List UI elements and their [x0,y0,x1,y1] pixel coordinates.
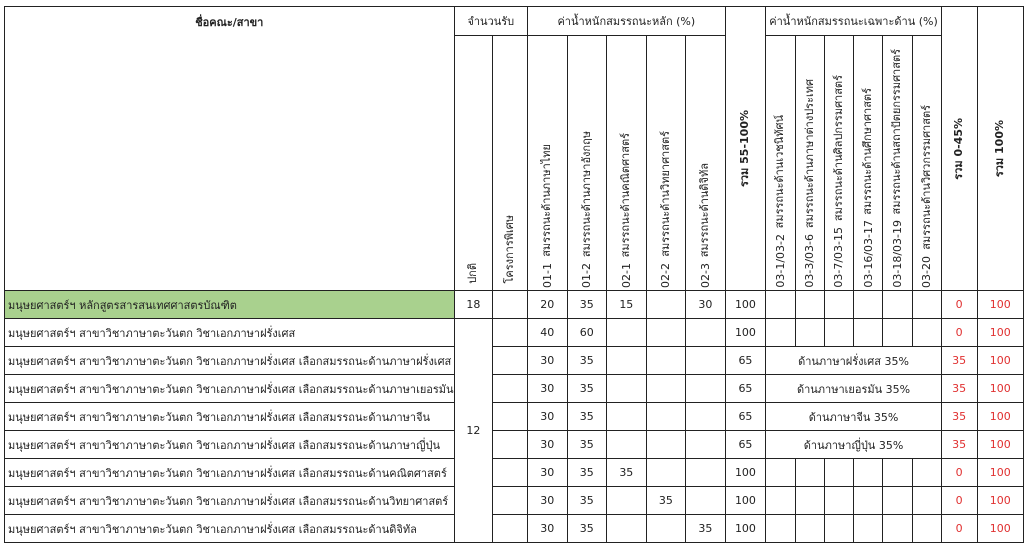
total-value: 100 [977,431,1023,459]
spec-value [854,487,883,515]
total-value: 100 [977,515,1023,543]
core-value: 30 [528,487,568,515]
core-sum: 100 [725,487,766,515]
spec-value [854,515,883,543]
core-value: 35 [567,459,607,487]
table-row [5,431,1024,459]
core-value [686,375,726,403]
spec-value [912,459,941,487]
intake-special [493,431,528,459]
core-value: 35 [567,403,607,431]
spec-value [766,459,795,487]
total-header: รวม 100% [977,7,1023,291]
core-value: 30 [528,403,568,431]
spec-value [883,487,912,515]
program-name: มนุษยศาสตร์ฯ สาขาวิชาภาษาตะวันตก วิชาเอกภาษาฝรั่งเศส เลือกสมรรถนะด้านภาษาเยอรมัน [5,375,455,403]
core-value: 35 [686,515,726,543]
spec-value [854,319,883,347]
core-value [646,431,686,459]
core-subject-header: สมรรถนะด้านภาษาไทย 01-1 [528,36,568,291]
table-row [5,403,1024,431]
total-value: 100 [977,375,1023,403]
intake-normal-header: ปกติ [454,36,493,291]
core-value: 35 [646,487,686,515]
core-value [607,431,647,459]
core-sum: 100 [725,291,766,319]
table-row [5,375,1024,403]
spec-value [824,515,853,543]
spec-subject-header: สมรรถนะด้านวิศวกรรมศาสตร์ 03-20 [912,36,941,291]
table-row [5,291,1024,319]
spec-merged-text: ด้านภาษาญี่ปุ่น 35% [766,431,942,459]
core-value [686,431,726,459]
total-value: 100 [977,319,1023,347]
core-value: 35 [567,375,607,403]
core-value: 35 [607,459,647,487]
spec-sum: 35 [941,347,977,375]
program-header: ชื่อคณะ/สาขา [5,7,455,291]
program-name: มนุษยศาสตร์ฯ สาขาวิชาภาษาตะวันตก วิชาเอกภาษาฝรั่งเศส เลือกสมรรถนะด้านภาษาจีน [5,403,455,431]
core-value [646,347,686,375]
core-value [686,347,726,375]
spec-value [883,515,912,543]
core-value [646,459,686,487]
program-name: มนุษยศาสตร์ฯ สาขาวิชาภาษาตะวันตก วิชาเอกภาษาฝรั่งเศส เลือกสมรรถนะด้านคณิตศาสตร์ [5,459,455,487]
table-row [5,487,1024,515]
spec-value [883,319,912,347]
spec-value [824,319,853,347]
core-weight-header: ค่าน้ำหนักสมรรถนะหลัก (%) [528,7,726,36]
spec-sum: 35 [941,403,977,431]
spec-value [854,459,883,487]
spec-sum-header: รวม 0-45% [941,7,977,291]
spec-sum: 0 [941,515,977,543]
spec-subject-header: สมรรถนะด้านเวชนิทัศน์ 03-1/03-2 [766,36,795,291]
core-value [607,515,647,543]
core-value: 30 [528,431,568,459]
intake-header: จำนวนรับ [454,7,527,36]
spec-value [912,291,941,319]
core-value [646,319,686,347]
program-name: มนุษยศาสตร์ฯ สาขาวิชาภาษาตะวันตก วิชาเอกภาษาฝรั่งเศส [5,319,455,347]
core-sum: 65 [725,347,766,375]
core-value: 15 [607,291,647,319]
core-value: 35 [567,487,607,515]
intake-special [493,319,528,347]
spec-value [795,487,824,515]
intake-special [493,487,528,515]
spec-value [795,459,824,487]
spec-sum: 35 [941,431,977,459]
core-value: 35 [567,347,607,375]
spec-value [766,515,795,543]
core-value [646,375,686,403]
spec-value [912,319,941,347]
table-row [5,319,1024,347]
intake-special [493,291,528,319]
spec-value [912,515,941,543]
core-value: 35 [567,431,607,459]
admission-weight-table [4,6,1024,543]
core-value [686,487,726,515]
core-value: 60 [567,319,607,347]
core-subject-header: สมรรถนะด้านคณิตศาสตร์ 02-1 [607,36,647,291]
core-value: 20 [528,291,568,319]
core-value [646,403,686,431]
table-row [5,515,1024,543]
core-sum: 65 [725,431,766,459]
intake-special [493,375,528,403]
program-name: มนุษยศาสตร์ฯ สาขาวิชาภาษาตะวันตก วิชาเอกภาษาฝรั่งเศส เลือกสมรรถนะด้านภาษาญี่ปุ่น [5,431,455,459]
core-value [607,403,647,431]
spec-weight-header: ค่าน้ำหนักสมรรถนะเฉพาะด้าน (%) [766,7,942,36]
table-row [5,459,1024,487]
spec-sum: 0 [941,459,977,487]
core-value [686,319,726,347]
table-row [5,347,1024,375]
spec-value [824,291,853,319]
spec-subject-header: สมรรถนะด้านสถาปัตยกรรมศาสตร์ 03-18/03-19 [883,36,912,291]
core-value: 30 [528,347,568,375]
spec-sum: 0 [941,319,977,347]
total-value: 100 [977,291,1023,319]
total-value: 100 [977,347,1023,375]
total-value: 100 [977,403,1023,431]
core-value [607,319,647,347]
spec-value [824,459,853,487]
total-value: 100 [977,487,1023,515]
program-name: มนุษยศาสตร์ฯ สาขาวิชาภาษาตะวันตก วิชาเอกภาษาฝรั่งเศส เลือกสมรรถนะด้านวิทยาศาสตร์ [5,487,455,515]
spec-merged-text: ด้านภาษาจีน 35% [766,403,942,431]
core-value: 30 [528,515,568,543]
spec-sum: 0 [941,291,977,319]
core-sum: 65 [725,375,766,403]
core-value [607,347,647,375]
spec-value [883,459,912,487]
spec-subject-header: สมรรถนะด้านศิลปกรรมศาสตร์ 03-7/03-15 [824,36,853,291]
core-value [646,291,686,319]
spec-merged-text: ด้านภาษาฝรั่งเศส 35% [766,347,942,375]
spec-subject-header: สมรรถนะด้านศึกษาศาสตร์ 03-16/03-17 [854,36,883,291]
intake-special-header: โครงการพิเศษ [493,36,528,291]
core-value [646,515,686,543]
spec-value [854,291,883,319]
spec-value [766,319,795,347]
spec-value [795,291,824,319]
intake-normal: 18 [454,291,493,319]
core-sum-header: รวม 55-100% [725,7,766,291]
spec-value [766,487,795,515]
spec-value [795,515,824,543]
core-sum: 100 [725,319,766,347]
spec-value [883,291,912,319]
core-value [686,459,726,487]
core-sum: 100 [725,459,766,487]
core-value: 35 [567,291,607,319]
spec-value [912,487,941,515]
core-subject-header: สมรรถนะด้านภาษาอังกฤษ 01-2 [567,36,607,291]
core-value: 40 [528,319,568,347]
core-sum: 65 [725,403,766,431]
spec-sum: 0 [941,487,977,515]
intake-normal-merged: 12 [454,319,493,543]
core-value: 30 [686,291,726,319]
program-name: มนุษยศาสตร์ฯ สาขาวิชาภาษาตะวันตก วิชาเอกภาษาฝรั่งเศส เลือกสมรรถนะด้านดิจิทัล [5,515,455,543]
spec-sum: 35 [941,375,977,403]
spec-value [795,319,824,347]
intake-special [493,515,528,543]
program-name: มนุษยศาสตร์ฯ หลักสูตรสารสนเทศศาสตรบัณฑิต [5,291,455,319]
core-subject-header: สมรรถนะด้านวิทยาศาสตร์ 02-2 [646,36,686,291]
spec-merged-text: ด้านภาษาเยอรมัน 35% [766,375,942,403]
core-value [607,375,647,403]
core-value [607,487,647,515]
program-name: มนุษยศาสตร์ฯ สาขาวิชาภาษาตะวันตก วิชาเอกภาษาฝรั่งเศส เลือกสมรรถนะด้านภาษาฝรั่งเศส [5,347,455,375]
spec-value [824,487,853,515]
core-value: 35 [567,515,607,543]
spec-value [766,291,795,319]
core-value [686,403,726,431]
spec-subject-header: สมรรถนะด้านภาษาต่างประเทศ 03-3/03-6 [795,36,824,291]
core-value: 30 [528,459,568,487]
intake-special [493,347,528,375]
core-value: 30 [528,375,568,403]
total-value: 100 [977,459,1023,487]
core-sum: 100 [725,515,766,543]
intake-special [493,459,528,487]
intake-special [493,403,528,431]
core-subject-header: สมรรถนะด้านดิจิทัล 02-3 [686,36,726,291]
